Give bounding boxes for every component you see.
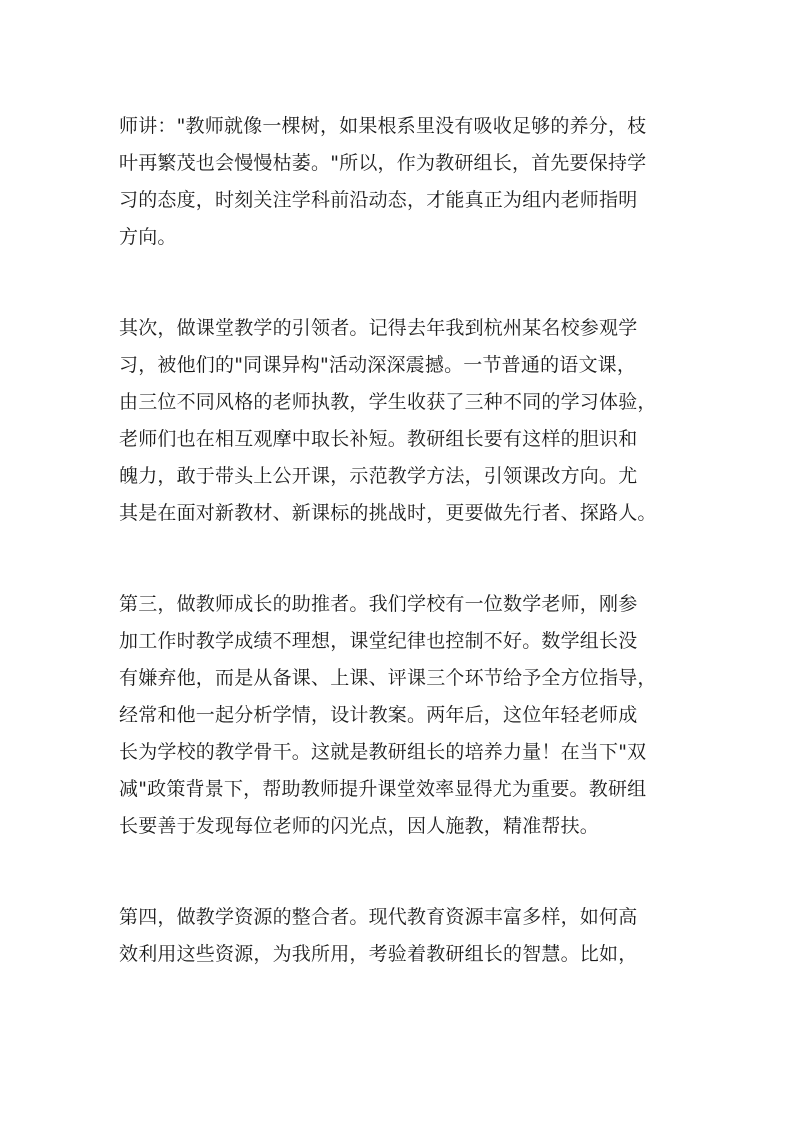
text-line: 老师们也在相互观摩中取长补短。教研组长要有这样的胆识和	[119, 428, 638, 450]
paragraph-spacer	[119, 845, 681, 899]
text-line: 魄力，敢于带头上公开课，示范教学方法，引领课改方向。尤	[119, 465, 638, 487]
text-line: 其次，做课堂教学的引领者。记得去年我到杭州某名校参观学	[119, 317, 638, 339]
text-line: 其是在面对新教材、新课标的挑战时，更要做先行者、探路人。	[119, 502, 657, 524]
text-line: 减"政策背景下，帮助教师提升课堂效率显得尤为重要。教研组	[119, 778, 647, 800]
paragraph-spacer	[119, 532, 681, 586]
text-line: 经常和他一起分析学情，设计教案。两年后，这位年轻老师成	[119, 704, 638, 726]
paragraph-3	[119, 586, 681, 845]
text-line: 第四，做教学资源的整合者。现代教育资源丰富多样，如何高	[119, 906, 638, 928]
text-line: 长要善于发现每位老师的闪光点，因人施教，精准帮扶。	[119, 815, 600, 837]
text-line: 习，被他们的"同课异构"活动深深震撼。一节普通的语文课，	[119, 354, 637, 376]
text-line: 有嫌弃他，而是从备课、上课、评课三个环节给予全方位指导，	[119, 667, 657, 689]
text-line: 叶再繁茂也会慢慢枯萎。"所以，作为教研组长，首先要保持学	[119, 152, 647, 174]
paragraph-2	[119, 310, 681, 532]
text-line: 习的态度，时刻关注学科前沿动态，才能真正为组内老师指明	[119, 189, 638, 211]
text-line: 由三位不同风格的老师执教，学生收获了三种不同的学习体验，	[119, 391, 657, 413]
paragraph-1	[119, 108, 681, 256]
text-line: 加工作时教学成绩不理想，课堂纪律也控制不好。数学组长没	[119, 630, 638, 652]
text-line: 效利用这些资源，为我所用，考验着教研组长的智慧。比如，	[119, 943, 638, 965]
document-body	[119, 108, 681, 973]
text-line: 师讲："教师就像一棵树，如果根系里没有吸收足够的养分，枝	[119, 115, 647, 137]
text-line: 长为学校的教学骨干。这就是教研组长的培养力量！在当下"双	[119, 741, 647, 763]
paragraph-spacer	[119, 256, 681, 310]
text-line: 第三，做教师成长的助推者。我们学校有一位数学老师，刚参	[119, 593, 638, 615]
text-line: 方向。	[119, 226, 177, 248]
paragraph-4	[119, 899, 681, 973]
